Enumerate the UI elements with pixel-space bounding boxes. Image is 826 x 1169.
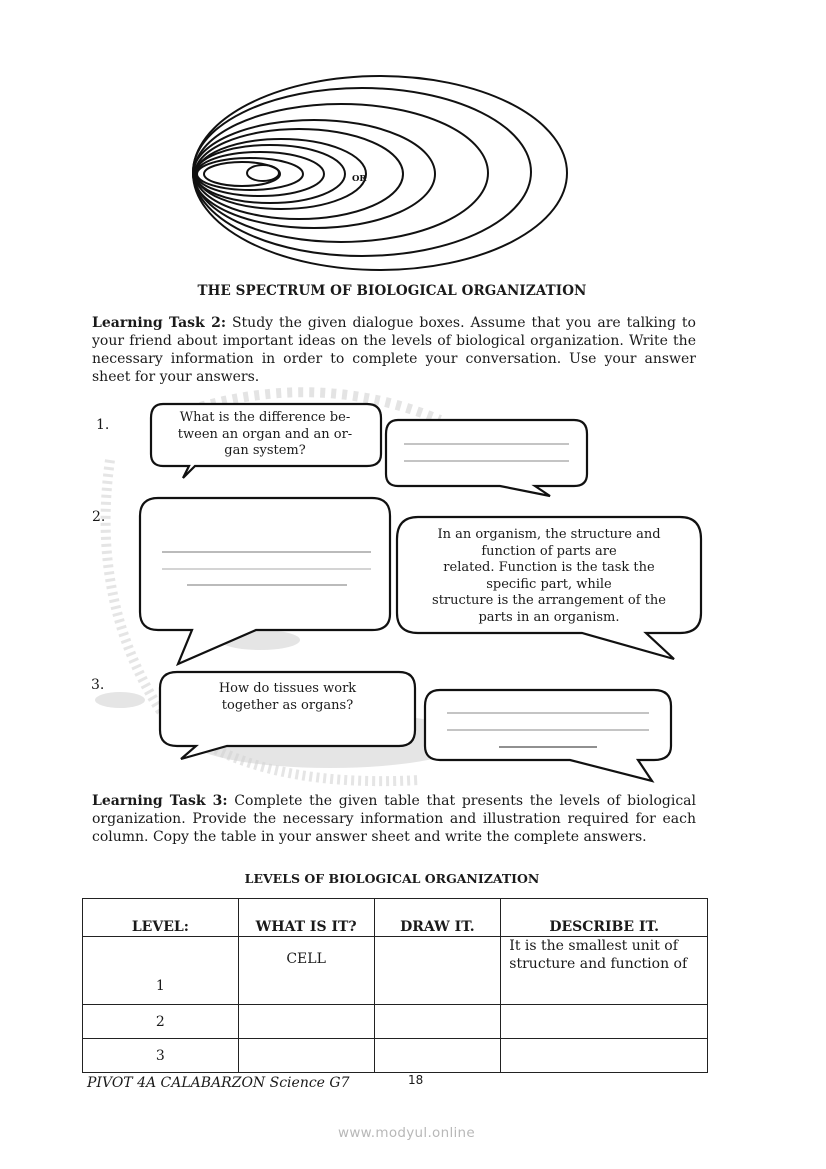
cell-describe[interactable]: [501, 1039, 708, 1073]
column-header-describe: DESCRIBE IT.: [501, 899, 708, 937]
task3-heading: Learning Task 3:: [92, 793, 228, 809]
cell-what[interactable]: [238, 1039, 374, 1073]
cell-draw[interactable]: [374, 1005, 501, 1039]
table-row: [83, 1039, 708, 1073]
question-1-text: What is the difference be- tween an organ and an or- gan system?: [177, 410, 353, 458]
task2-heading: Learning Task 2:: [92, 315, 227, 331]
item-1-number: 1.: [96, 417, 110, 433]
diagram-caption: THE SPECTRUM OF BIOLOGICAL ORGANIZATION: [197, 283, 587, 299]
cell-level: 2: [83, 1005, 239, 1039]
column-header-draw: DRAW IT.: [374, 899, 501, 937]
cell-what[interactable]: [238, 1005, 374, 1039]
cell-level: 1: [83, 937, 239, 1005]
answer-bubble-1[interactable]: [380, 416, 595, 498]
item-2-number: 2.: [92, 509, 106, 525]
answer-bubble-2[interactable]: [136, 494, 398, 666]
levels-table: [82, 898, 708, 1073]
cell-what[interactable]: CELL: [238, 937, 374, 1005]
item-3-number: 3.: [91, 677, 105, 693]
website-watermark: www.modyul.online: [338, 1125, 476, 1141]
task2-instructions: [92, 314, 696, 386]
cell-describe[interactable]: [501, 1005, 708, 1039]
cell-describe[interactable]: It is the smallest unit of structure and function of: [501, 937, 708, 1005]
task2-text: Study the given dialogue boxes. Assume that you are talking to your friend about important ideas on the levels of biological organization. Write the necessary information in order to complete your conversation. Use your answer sheet for your answers.: [92, 315, 696, 385]
footer-text: PIVOT 4A CALABARZON Science G7: [87, 1075, 350, 1091]
column-header-what: WHAT IS IT?: [238, 899, 374, 937]
cell-draw[interactable]: [374, 937, 501, 1005]
spectrum-diagram: [0, 0, 826, 280]
response-2-text: In an organism, the structure and function of parts are related. Function is the task the specific part, while structure is the arrangement of the parts in an organism.: [432, 527, 666, 625]
table-row: [83, 1005, 708, 1039]
page-number: 18: [408, 1073, 424, 1087]
column-header-level: LEVEL:: [83, 899, 239, 937]
table-row: [83, 937, 708, 1005]
answer-bubble-3[interactable]: [420, 686, 678, 786]
question-3-text: How do tissues work together as organs?: [218, 681, 357, 713]
diagram-or-label: OR: [352, 174, 367, 184]
task3-instructions: [92, 792, 696, 846]
cell-draw[interactable]: [374, 1039, 501, 1073]
table-header-row: [83, 899, 708, 937]
task3-text: Complete the given table that presents the levels of biological organization. Provide the necessary information and illustration required for each column. Copy the table in your answer sheet and write the complete answers.: [92, 793, 696, 845]
table-title: LEVELS OF BIOLOGICAL ORGANIZATION: [244, 871, 540, 886]
cell-level: 3: [83, 1039, 239, 1073]
